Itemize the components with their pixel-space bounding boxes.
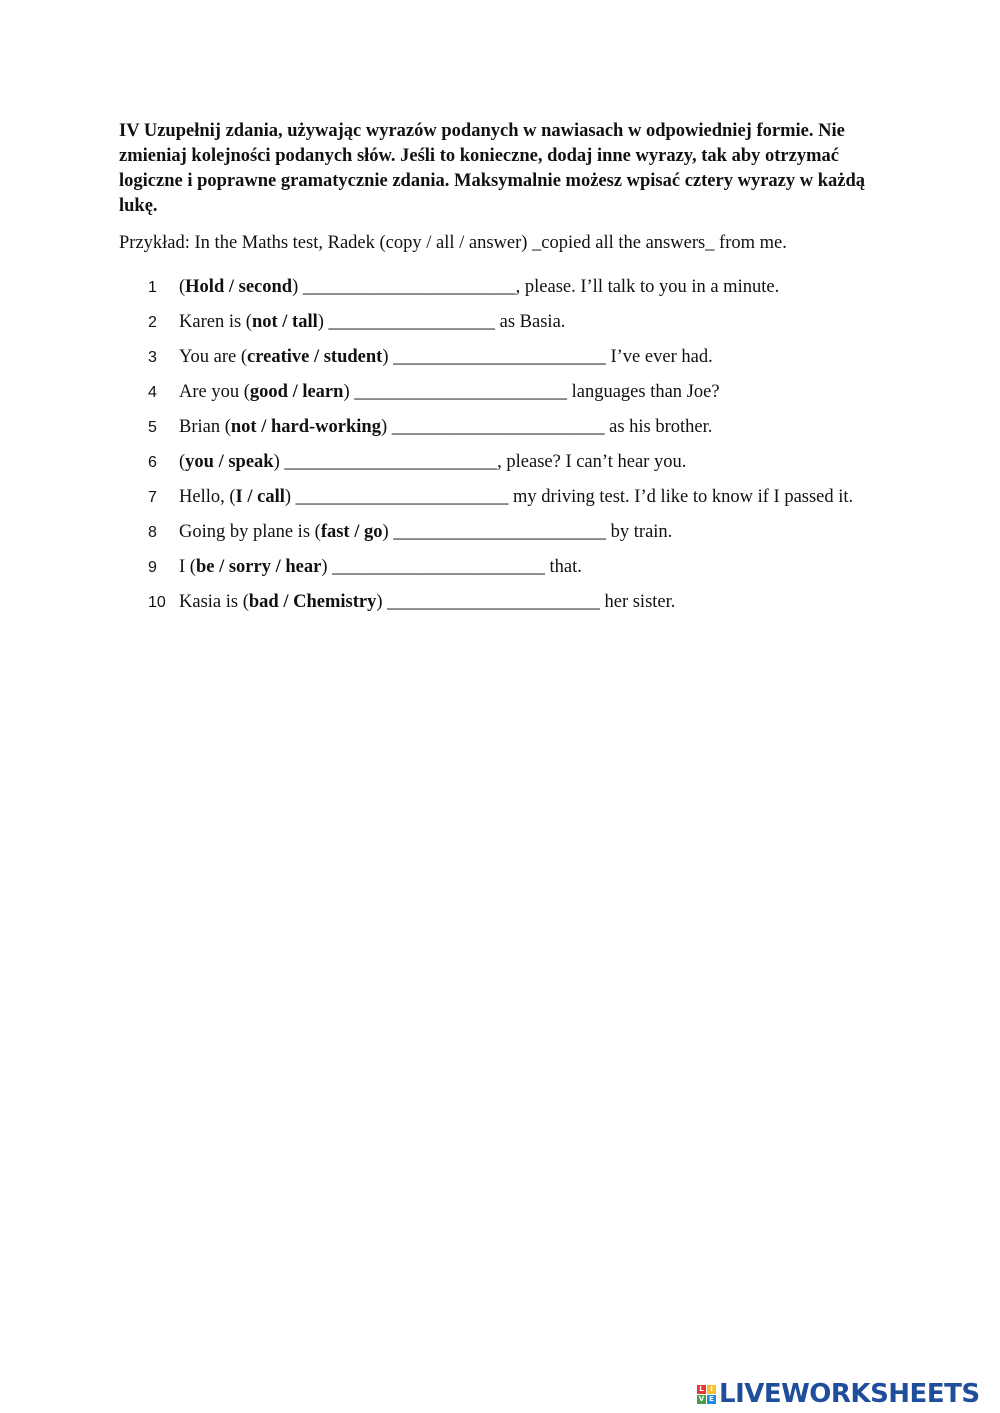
item-hint-words: I / call (235, 487, 285, 507)
item-hint-words: bad / Chemistry (248, 592, 377, 612)
item-hint-words: you / speak (185, 452, 274, 472)
item-number: 3 (148, 349, 157, 366)
item-hint-words: not / tall (251, 312, 318, 332)
item-post: ) _______________________ her sister. (376, 592, 676, 612)
example-sentence: Przykład: In the Maths test, Radek (copy / all / answer) _copied all the answers_ from me. (119, 233, 787, 253)
logo-mark-tile: V (698, 1394, 705, 1403)
item-hint-words: not / hard-working (230, 417, 381, 437)
item-number: 5 (148, 419, 157, 436)
item-post: ) _______________________ languages than Joe? (343, 382, 720, 402)
logo-mark-tile: I (707, 1385, 716, 1394)
item-hint-words: creative / student (247, 347, 383, 367)
exercise-item (130, 515, 870, 550)
item-post: ) _______________________ my driving test. I’d like to know if I passed it. (284, 487, 854, 507)
item-post: ) _______________________ I’ve ever had. (382, 347, 713, 367)
exercise-item (130, 410, 870, 445)
item-post: ) _______________________ that. (321, 557, 582, 577)
exercise-list (130, 270, 870, 620)
item-text (179, 480, 870, 515)
item-number: 9 (148, 559, 157, 576)
item-number: 2 (148, 314, 157, 331)
item-pre: ( (179, 277, 186, 297)
item-post: ) __________________ as Basia. (317, 312, 566, 332)
item-hint-words: be / sorry / hear (195, 557, 322, 577)
exercise-item (130, 270, 870, 305)
item-number: 7 (148, 489, 157, 506)
item-text (179, 550, 870, 585)
logo-mark-tile: L (697, 1385, 706, 1394)
item-post: ) _______________________, please. I’ll talk to you in a minute. (292, 277, 780, 297)
item-text (179, 270, 870, 305)
item-post: ) _______________________ by train. (382, 522, 673, 542)
item-post: ) _______________________, please? I can’t hear you. (273, 452, 687, 472)
exercise-item (130, 480, 870, 515)
logo-text: LIVEWORKSHEETS (719, 1379, 980, 1409)
exercise-item (130, 445, 870, 480)
item-pre: Kasia is ( (179, 592, 249, 612)
exercise-item (130, 340, 870, 375)
logo-mark-tile: E (707, 1395, 716, 1404)
item-text (179, 445, 870, 480)
item-pre: ( (179, 452, 186, 472)
exercise-item (130, 585, 870, 620)
liveworksheets-logo-icon (697, 1385, 716, 1404)
item-number: 6 (148, 454, 157, 471)
item-pre: Hello, ( (179, 487, 236, 507)
item-post: ) _______________________ as his brother. (380, 417, 713, 437)
item-number: 8 (148, 524, 157, 541)
instructions-heading: IV Uzupełnij zdania, używając wyrazów podanych w nawiasach w odpowiedniej formie. Nie zmieniaj kolejności podanych słów. Jeśli to konieczne, dodaj inne wyrazy, tak aby otrzymać logiczne i poprawne gramatycznie zdania. Maksymalnie możesz wpisać cztery wyrazy w każdą lukę. (119, 121, 866, 216)
item-number: 10 (148, 594, 166, 611)
item-hint-words: fast / go (320, 522, 383, 542)
item-pre: I ( (179, 557, 196, 577)
exercise-item (130, 305, 870, 340)
item-text (179, 515, 870, 550)
item-pre: Brian ( (179, 417, 231, 437)
item-pre: Are you ( (179, 382, 250, 402)
item-hint-words: Hold / second (185, 277, 293, 297)
item-number: 4 (148, 384, 157, 401)
item-pre: You are ( (179, 347, 248, 367)
item-hint-words: good / learn (249, 382, 344, 402)
item-text (179, 410, 870, 445)
item-number: 1 (148, 279, 157, 296)
exercise-item (130, 375, 870, 410)
item-text (179, 375, 870, 410)
item-text (179, 340, 870, 375)
item-pre: Karen is ( (179, 312, 252, 332)
item-pre: Going by plane is ( (179, 522, 321, 542)
liveworksheets-logo (697, 1378, 980, 1410)
exercise-item (130, 550, 870, 585)
item-text (179, 585, 870, 620)
item-text (179, 305, 870, 340)
